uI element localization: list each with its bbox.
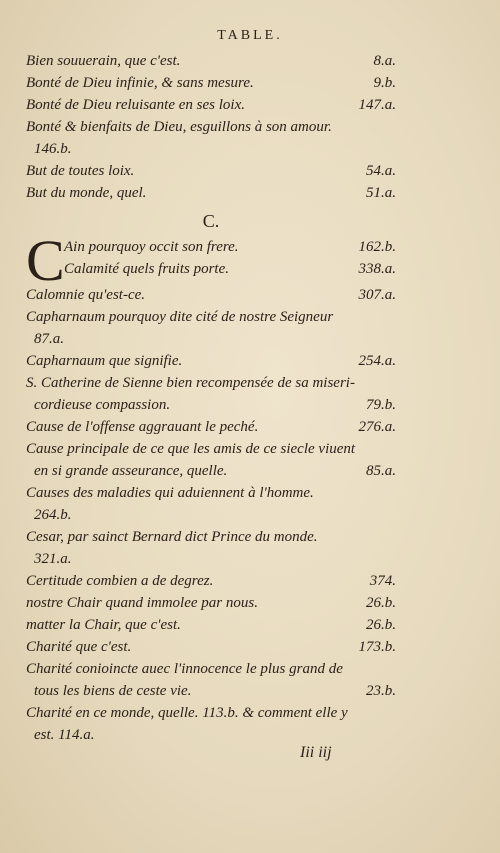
entry-text: S. Catherine de Sienne bien recompensée de sa miseri- <box>26 375 355 391</box>
entry-text: Capharnaum pourquoy dite cité de nostre Seigneur <box>26 309 334 325</box>
entry-text: But du monde, quel. <box>26 185 147 201</box>
entry-text: Bien souuerain, que c'est. <box>26 53 181 69</box>
continuation-page-ref: 85.a. <box>366 463 396 479</box>
entry-page-ref: 307.a. <box>358 287 396 303</box>
entry-text: Certitude combien a de degrez. <box>26 573 214 589</box>
entry-continuation <box>26 138 396 160</box>
entry-page-ref: 173.b. <box>358 639 396 655</box>
continuation-text: est. 114.a. <box>34 727 95 743</box>
index-entry <box>26 50 396 72</box>
entry-continuation <box>26 328 396 350</box>
entry-text: Calomnie qu'est-ce. <box>26 287 146 303</box>
entry-page-ref: 338.a. <box>358 261 396 277</box>
continuation-text: 264.b. <box>34 507 72 523</box>
dropcap-entries <box>64 236 396 280</box>
entry-text: Cesar, par sainct Bernard dict Prince du monde. <box>26 529 318 545</box>
page-header: TABLE. <box>217 28 283 43</box>
entry-text: Calamité quels fruits porte. <box>64 261 229 277</box>
entry-page-ref: 276.a. <box>358 419 396 435</box>
index-entry <box>64 236 396 258</box>
entry-text: Cause de l'offense aggrauant le peché. <box>26 419 259 435</box>
entry-continuation <box>26 460 396 482</box>
continuation-text: 146.b. <box>34 141 72 157</box>
entry-text: But de toutes loix. <box>26 163 135 179</box>
entry-text: Cause principale de ce que les amis de ce siecle viuent <box>26 441 356 457</box>
entry-page-ref: 51.a. <box>366 185 396 201</box>
signature-mark: Iii iij <box>300 744 332 761</box>
entry-text: Bonté de Dieu reluisante en ses loix. <box>26 97 245 113</box>
section-b-list <box>26 50 396 204</box>
entry-text: nostre Chair quand immolee par nous. <box>26 595 258 611</box>
dropcap-letter: C <box>26 228 65 293</box>
index-entry <box>64 258 396 280</box>
entry-page-ref: 26.b. <box>366 595 396 611</box>
index-entries <box>26 50 396 746</box>
entry-text: Capharnaum que signifie. <box>26 353 183 369</box>
entry-continuation <box>26 394 396 416</box>
index-entry <box>26 372 396 394</box>
index-entry <box>26 636 396 658</box>
index-entry <box>26 416 396 438</box>
continuation-page-ref: 23.b. <box>366 683 396 699</box>
index-entry <box>26 614 396 636</box>
entry-text: Charité en ce monde, quelle. 113.b. & comment elle y <box>26 705 348 721</box>
index-entry <box>26 116 396 138</box>
entry-page-ref: 254.a. <box>358 353 396 369</box>
entry-continuation <box>26 724 396 746</box>
index-entry <box>26 482 396 504</box>
entry-page-ref: 374. <box>369 573 396 589</box>
index-entry <box>26 94 396 116</box>
index-entry <box>26 350 396 372</box>
entry-page-ref: 9.b. <box>373 75 396 91</box>
entry-continuation <box>26 680 396 702</box>
index-entry <box>26 526 396 548</box>
entry-text: Causes des maladies qui aduiennent à l'homme. <box>26 485 314 501</box>
continuation-text: tous les biens de ceste vie. <box>34 683 192 699</box>
index-entry <box>26 570 396 592</box>
entry-text: Bonté de Dieu infinie, & sans mesure. <box>26 75 254 91</box>
continuation-text: en si grande asseurance, quelle. <box>34 463 228 479</box>
entry-page-ref: 54.a. <box>366 163 396 179</box>
continuation-text: cordieuse compassion. <box>34 397 171 413</box>
continuation-text: 87.a. <box>34 331 64 347</box>
entry-text: Charité conioincte auec l'innocence le plus grand de <box>26 661 343 677</box>
continuation-page-ref: 79.b. <box>366 397 396 413</box>
index-entry <box>26 702 396 724</box>
index-entry <box>26 306 396 328</box>
section-letter-c: C. <box>202 211 220 231</box>
index-entry <box>26 182 396 204</box>
entry-text: Ain pourquoy occit son frere. <box>64 239 239 255</box>
entry-continuation <box>26 504 396 526</box>
entry-page-ref: 162.b. <box>358 239 396 255</box>
index-entry <box>26 592 396 614</box>
entry-page-ref: 26.b. <box>366 617 396 633</box>
continuation-text: 321.a. <box>34 551 72 567</box>
index-entry <box>26 72 396 94</box>
entry-continuation <box>26 548 396 570</box>
entry-text: matter la Chair, que c'est. <box>26 617 181 633</box>
entry-page-ref: 147.a. <box>358 97 396 113</box>
section-c-list <box>26 284 396 746</box>
entry-text: Charité que c'est. <box>26 639 132 655</box>
index-entry <box>26 160 396 182</box>
index-entry <box>26 284 396 306</box>
index-entry <box>26 438 396 460</box>
entry-text: Bonté & bienfaits de Dieu, esguillons à son amour. <box>26 119 332 135</box>
entry-page-ref: 8.a. <box>373 53 396 69</box>
dropcap-block <box>26 228 396 293</box>
index-entry <box>26 658 396 680</box>
